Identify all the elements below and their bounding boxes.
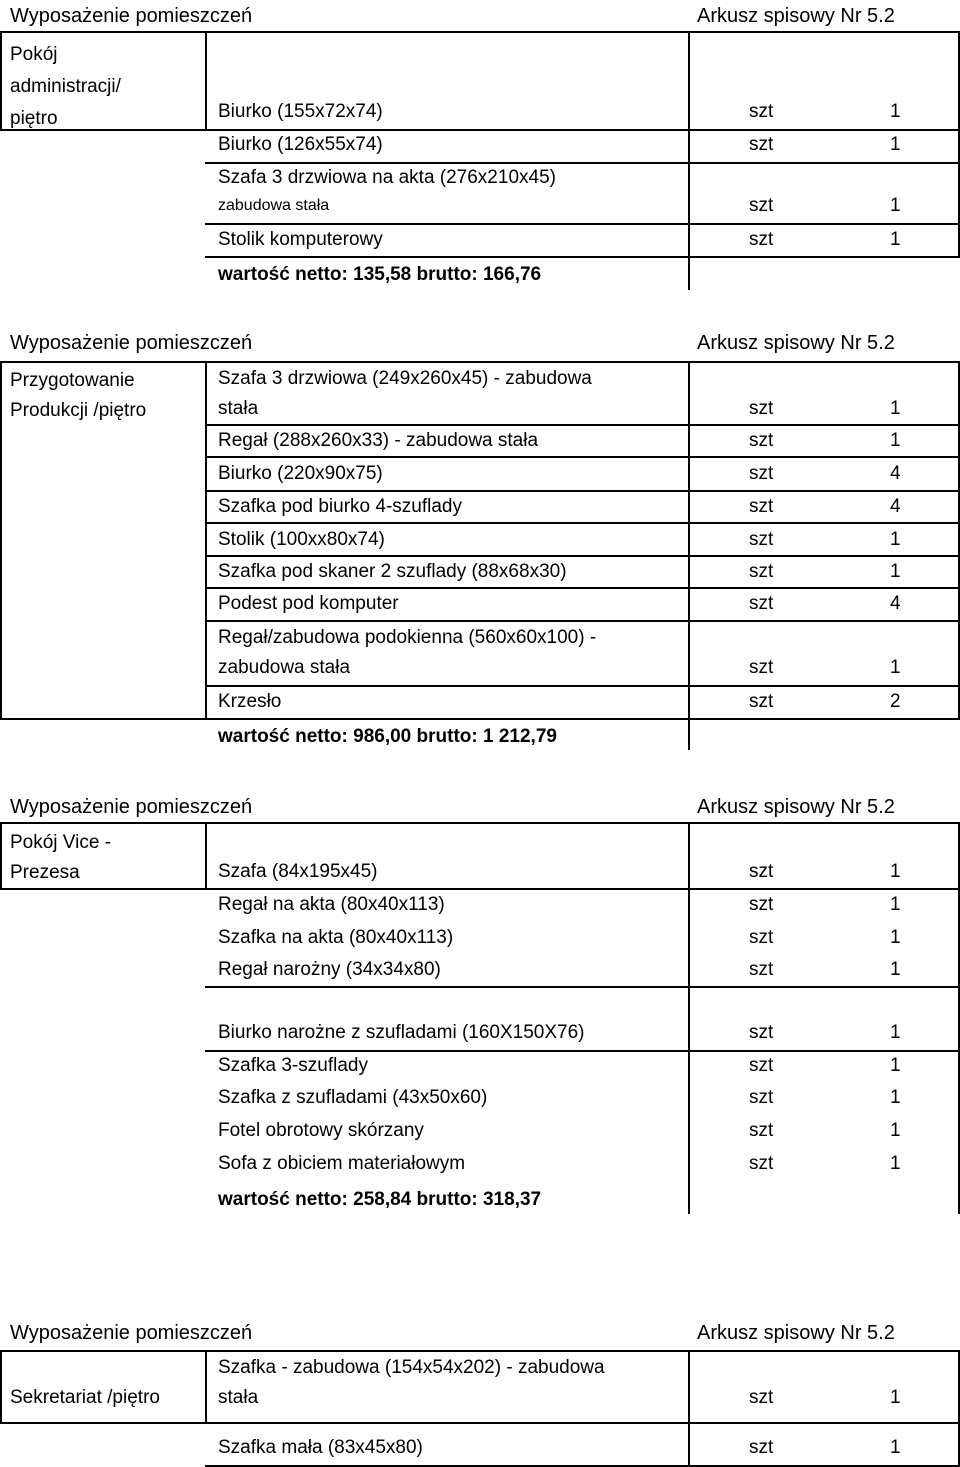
item-quantity: 1	[890, 1153, 901, 1174]
row-border	[205, 456, 960, 458]
row-border	[205, 986, 960, 988]
table-top-border	[0, 1350, 960, 1352]
item-unit: szt	[749, 398, 774, 419]
room-name: administracji/	[10, 76, 121, 97]
item-name: Podest pod komputer	[218, 593, 399, 614]
item-quantity: 1	[890, 861, 901, 882]
item-name: Biurko (126x55x74)	[218, 134, 383, 155]
table-top-border	[0, 361, 960, 363]
table-left-border	[0, 361, 2, 720]
row-border	[205, 223, 960, 225]
item-unit: szt	[749, 229, 774, 250]
item-unit: szt	[749, 1120, 774, 1141]
item-name: zabudowa stała	[218, 657, 351, 678]
item-unit: szt	[749, 529, 774, 550]
item-unit: szt	[749, 959, 774, 980]
item-name: Szafka z szufladami (43x50x60)	[218, 1087, 488, 1108]
item-quantity: 1	[890, 101, 901, 122]
item-quantity: 1	[890, 561, 901, 582]
row-border	[205, 424, 960, 426]
row-border	[205, 888, 960, 890]
item-unit: szt	[749, 861, 774, 882]
sheet-number: Arkusz spisowy Nr 5.2	[697, 332, 895, 354]
sheet-number: Arkusz spisowy Nr 5.2	[697, 5, 895, 27]
item-quantity: 2	[890, 691, 901, 712]
item-quantity: 1	[890, 657, 901, 678]
item-unit: szt	[749, 691, 774, 712]
item-name: Szafka pod biurko 4-szuflady	[218, 496, 462, 517]
section-title: Wyposażenie pomieszczeń	[10, 796, 253, 818]
item-name: Biurko (220x90x75)	[218, 463, 383, 484]
item-name: Regał narożny (34x34x80)	[218, 959, 441, 980]
room-name: Produkcji /piętro	[10, 400, 147, 421]
room-name: Pokój Vice -	[10, 832, 112, 853]
item-unit: szt	[749, 496, 774, 517]
unit-column-border	[688, 822, 690, 1214]
item-name: Biurko (155x72x74)	[218, 101, 383, 122]
item-name: zabudowa stała	[218, 197, 330, 214]
row-border	[205, 718, 960, 720]
item-quantity: 1	[890, 195, 901, 216]
item-name: Szafa (84x195x45)	[218, 861, 378, 882]
item-name: Szafa 3 drzwiowa (249x260x45) - zabudowa	[218, 368, 592, 389]
row-border	[205, 162, 960, 164]
item-name: Szafka na akta (80x40x113)	[218, 927, 454, 948]
item-unit: szt	[749, 430, 774, 451]
row-border	[205, 129, 960, 131]
item-quantity: 1	[890, 959, 901, 980]
item-name: Stolik komputerowy	[218, 229, 383, 250]
unit-column-border	[688, 1350, 690, 1465]
item-name: Szafka pod skaner 2 szuflady (88x68x30)	[218, 561, 567, 582]
row-border	[205, 522, 960, 524]
item-unit: szt	[749, 1087, 774, 1108]
item-name: Regał na akta (80x40x113)	[218, 894, 445, 915]
item-unit: szt	[749, 1387, 774, 1408]
item-quantity: 1	[890, 398, 901, 419]
unit-column-border	[688, 31, 690, 290]
item-unit: szt	[749, 1437, 774, 1458]
item-name: Fotel obrotowy skórzany	[218, 1120, 424, 1141]
item-quantity: 1	[890, 1120, 901, 1141]
row-border	[205, 587, 960, 589]
item-unit: szt	[749, 593, 774, 614]
table-top-border	[0, 31, 960, 33]
item-quantity: 1	[890, 1437, 901, 1458]
item-quantity: 1	[890, 529, 901, 550]
item-unit: szt	[749, 657, 774, 678]
item-quantity: 1	[890, 1087, 901, 1108]
item-name: Szafka - zabudowa (154x54x202) - zabudowa	[218, 1357, 605, 1378]
sheet-number: Arkusz spisowy Nr 5.2	[697, 1322, 895, 1344]
item-quantity: 1	[890, 894, 901, 915]
item-name: Regał (288x260x33) - zabudowa stała	[218, 430, 539, 451]
table-left-border	[0, 1350, 2, 1424]
row-border	[205, 490, 960, 492]
item-unit: szt	[749, 894, 774, 915]
item-unit: szt	[749, 1055, 774, 1076]
item-quantity: 4	[890, 463, 901, 484]
table-top-border	[0, 822, 960, 824]
item-quantity: 1	[890, 430, 901, 451]
item-quantity: 1	[890, 1055, 901, 1076]
section-total: wartość netto: 135,58 brutto: 166,76	[218, 264, 542, 285]
item-quantity: 1	[890, 134, 901, 155]
item-quantity: 4	[890, 496, 901, 517]
item-unit: szt	[749, 1153, 774, 1174]
item-quantity: 1	[890, 1387, 901, 1408]
table-left-border	[0, 822, 2, 890]
row-border	[205, 685, 960, 687]
room-name: Przygotowanie	[10, 370, 135, 391]
item-name: stała	[218, 1387, 259, 1408]
section-title: Wyposażenie pomieszczeń	[10, 332, 253, 354]
sheet-number: Arkusz spisowy Nr 5.2	[697, 796, 895, 818]
item-unit: szt	[749, 195, 774, 216]
room-cell-bottom-border	[0, 1422, 205, 1424]
room-column-border	[205, 822, 207, 890]
room-name: Prezesa	[10, 862, 80, 883]
room-name: piętro	[10, 108, 58, 129]
item-unit: szt	[749, 101, 774, 122]
row-border	[205, 620, 960, 622]
room-column-border	[205, 1350, 207, 1424]
section-total: wartość netto: 258,84 brutto: 318,37	[218, 1189, 542, 1210]
item-unit: szt	[749, 561, 774, 582]
item-quantity: 1	[890, 1022, 901, 1043]
row-border	[205, 555, 960, 557]
item-unit: szt	[749, 927, 774, 948]
room-cell-bottom-border	[0, 888, 205, 890]
table-left-border	[0, 31, 2, 131]
row-border	[205, 1050, 960, 1052]
item-name: Krzesło	[218, 691, 282, 712]
item-unit: szt	[749, 463, 774, 484]
room-column-border	[205, 31, 207, 131]
section-title: Wyposażenie pomieszczeń	[10, 5, 253, 27]
item-name: Sofa z obiciem materiałowym	[218, 1153, 466, 1174]
item-name: Regał/zabudowa podokienna (560x60x100) -	[218, 627, 597, 648]
section-total: wartość netto: 986,00 brutto: 1 212,79	[218, 726, 557, 747]
room-column-border	[205, 361, 207, 720]
item-name: Szafka mała (83x45x80)	[218, 1437, 423, 1458]
item-quantity: 1	[890, 229, 901, 250]
section-title: Wyposażenie pomieszczeń	[10, 1322, 253, 1344]
item-quantity: 4	[890, 593, 901, 614]
item-name: Biurko narożne z szufladami (160X150X76)	[218, 1022, 585, 1043]
room-cell-bottom-border	[0, 718, 205, 720]
room-name: Pokój	[10, 44, 58, 65]
item-quantity: 1	[890, 927, 901, 948]
item-unit: szt	[749, 1022, 774, 1043]
row-border	[205, 256, 960, 258]
item-name: stała	[218, 398, 259, 419]
row-border	[205, 1422, 960, 1424]
item-name: Szafka 3-szuflady	[218, 1055, 368, 1076]
item-name: Szafa 3 drzwiowa na akta (276x210x45)	[218, 167, 556, 188]
item-name: Stolik (100xx80x74)	[218, 529, 385, 550]
room-name: Sekretariat /piętro	[10, 1387, 160, 1408]
item-unit: szt	[749, 134, 774, 155]
